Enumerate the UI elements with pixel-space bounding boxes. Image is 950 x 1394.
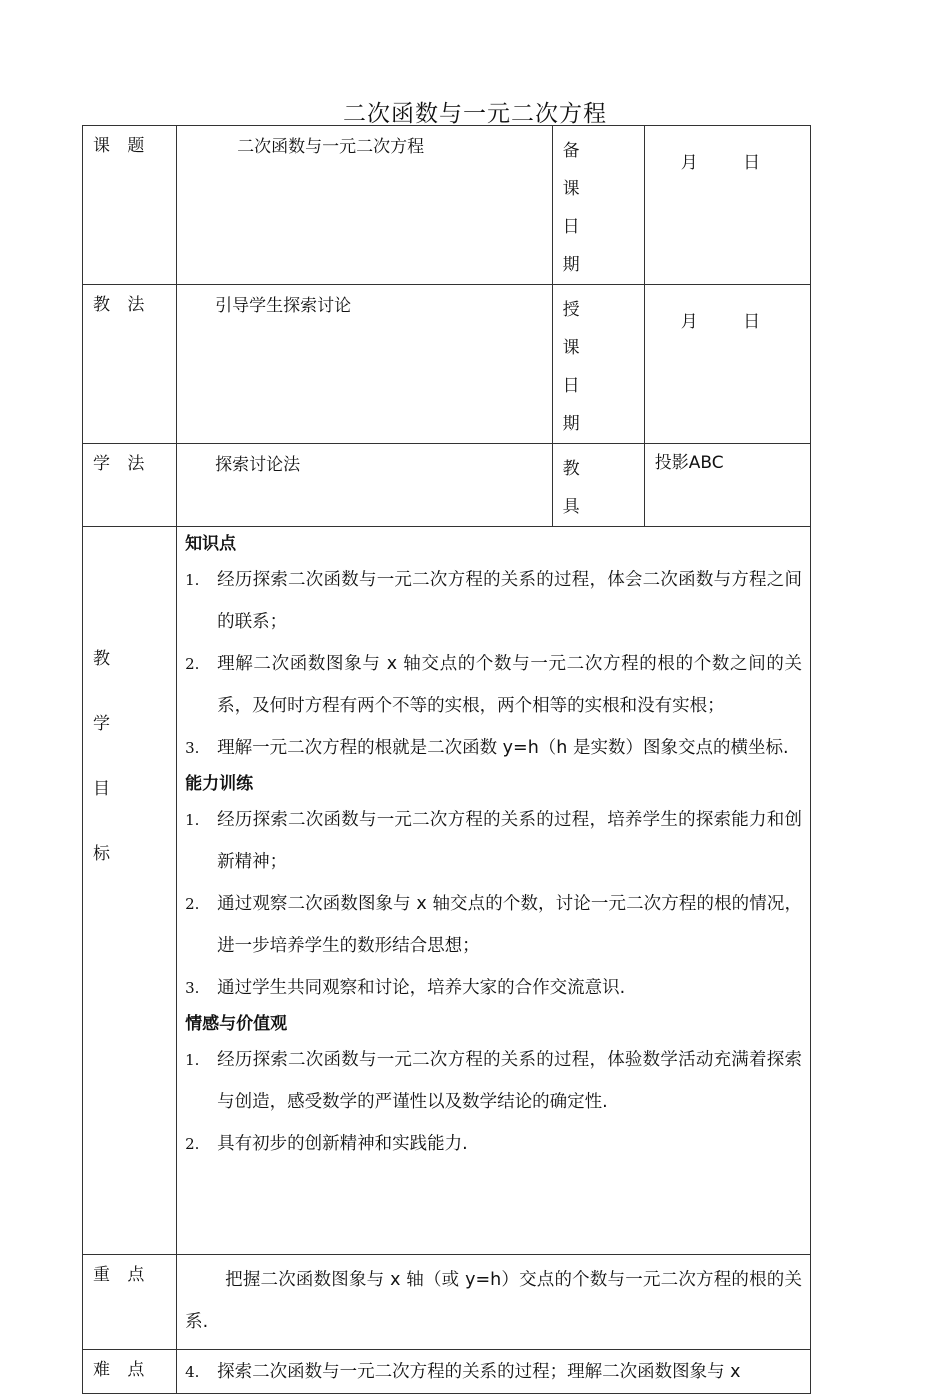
goals-side-label [83,527,177,1255]
tool-value: 投影ABC [644,444,810,527]
topic-value: 二次函数与一元二次方程 [177,126,553,285]
list-item [185,967,802,1009]
difficulty-label: 难 点 [83,1350,177,1394]
item-text: 经历探索二次函数与一元二次方程的关系的过程，培养学生的探索能力和创新精神； [217,810,802,872]
goals-side-char: 标 [93,844,110,864]
teach-label-line2: 日 期 [562,376,598,434]
item-text: 经历探索二次函数与一元二次方程的关系的过程，体会二次函数与方程之间的联系； [217,570,802,632]
method-label: 教 法 [83,285,177,444]
page-title: 二次函数与一元二次方程 [343,101,607,127]
section-heading: 情感与价值观 [185,1014,288,1034]
item-number: 2. [185,1135,200,1153]
key-point-text: 把握二次函数图象与 x 轴（或 y=h）交点的个数与一元二次方程的根的关系. [177,1255,811,1350]
item-number: 2. [185,655,200,673]
item-number: 1. [185,811,200,829]
item-number: 3. [185,979,200,997]
list-item [185,883,802,967]
topic-label: 课 题 [83,126,177,285]
prep-date-value: 月 日 [644,126,810,285]
prep-date-label [552,126,644,285]
key-point-label: 重 点 [83,1255,177,1350]
prep-label-line2: 日 期 [562,217,598,275]
table-row [83,1350,811,1394]
table-row [83,527,811,1255]
item-text: 通过学生共同观察和讨论，培养大家的合作交流意识. [217,978,626,998]
goals-side-char: 目 [93,779,110,799]
table-row [83,285,811,444]
method-value: 引导学生探索讨论 [177,285,553,444]
list-item [185,559,802,643]
item-text: 理解一元二次方程的根就是二次函数 y=h（h 是实数）图象交点的横坐标. [217,738,789,758]
item-number: 2. [185,895,200,913]
teach-date-label [552,285,644,444]
goals-side-char: 教 [93,649,110,669]
list-item [185,1354,802,1390]
lesson-plan-table [82,125,811,1394]
list-item [185,799,802,883]
item-text: 通过观察二次函数图象与 x 轴交点的个数，讨论一元二次方程的根的情况，进一步培养学生的数形结合思想； [217,894,802,956]
list-item [185,727,802,769]
learn-value: 探索讨论法 [177,444,553,527]
table-row [83,126,811,285]
item-text: 理解二次函数图象与 x 轴交点的个数与一元二次方程的根的个数之间的关系，及何时方程有两个不等的实根，两个相等的实根和没有实根； [217,654,802,716]
item-number: 1. [185,1051,200,1069]
item-text: 经历探索二次函数与一元二次方程的关系的过程，体验数学活动充满着探索与创造，感受数学的严谨性以及数学结论的确定性. [217,1050,802,1112]
item-number: 3. [185,739,200,757]
tool-label: 教 具 [552,444,644,527]
item-text: 具有初步的创新精神和实践能力. [217,1134,468,1154]
goals-content [177,527,811,1255]
list-item [185,643,802,727]
list-item [185,1123,802,1165]
table-row [83,444,811,527]
teach-date-value: 月 日 [644,285,810,444]
goals-side-char: 学 [93,714,110,734]
item-number: 1. [185,571,200,589]
teach-label-line1: 授 课 [562,300,598,358]
section-heading: 能力训练 [185,774,254,794]
learn-label: 学 法 [83,444,177,527]
item-number: 4. [185,1363,200,1381]
prep-label-line1: 备 课 [562,141,598,199]
list-item [185,1039,802,1123]
section-heading: 知识点 [185,534,237,554]
item-text: 探索二次函数与一元二次方程的关系的过程；理解二次函数图象与 x [217,1362,741,1382]
table-row [83,1255,811,1350]
difficulty-content [177,1350,811,1394]
